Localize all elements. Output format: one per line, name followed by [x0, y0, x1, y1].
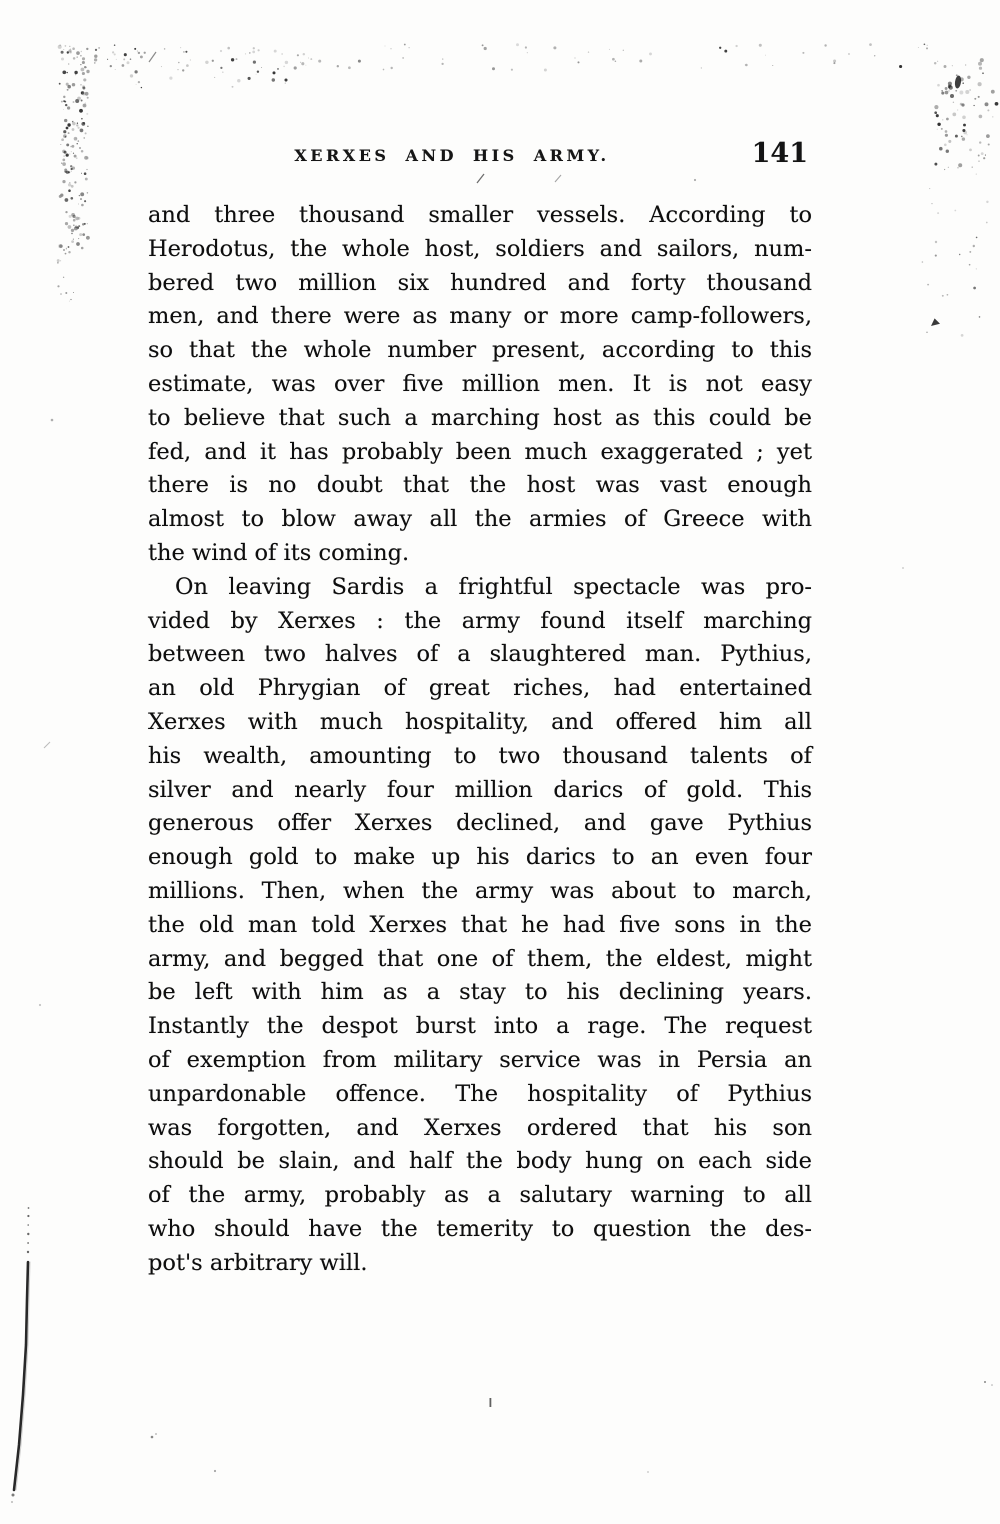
text-line: of exemption from military service was in Persia an — [148, 1046, 812, 1073]
text-line: generous offer Xerxes declined, and gave Pythius — [148, 810, 812, 837]
text-line: who should have the temerity to question the des- — [148, 1215, 812, 1242]
scan-mark — [931, 318, 940, 326]
page-number: 141 — [751, 138, 808, 169]
text-line: bered two million six hundred and forty thousand — [148, 269, 812, 296]
text-line: millions. Then, when the army was about to march, — [148, 877, 812, 904]
text-line: to believe that such a marching host as this could be — [148, 404, 812, 431]
text-line: his wealth, amounting to two thousand talents of — [148, 742, 812, 769]
text-line: an old Phrygian of great riches, had entertained — [148, 675, 812, 702]
text-line: On leaving Sardis a frightful spectacle was pro- — [175, 573, 812, 600]
text-line: army, and begged that one of them, the eldest, might — [148, 945, 812, 972]
text-line: the old man told Xerxes that he had five sons in the — [148, 911, 812, 938]
text-line: fed, and it has probably been much exaggerated ; yet — [148, 438, 812, 465]
scan-blob — [954, 75, 962, 89]
running-title: XERXES AND HIS ARMY. — [294, 146, 610, 165]
text-line: silver and nearly four million darics of gold. This — [148, 776, 812, 803]
text-line: was forgotten, and Xerxes ordered that his son — [148, 1114, 812, 1141]
text-line: unpardonable offence. The hospitality of Pythius — [148, 1080, 812, 1107]
text-line: Instantly the despot burst into a rage. The request — [148, 1013, 812, 1040]
text-line: and three thousand smaller vessels. According to — [148, 202, 812, 228]
text-line: men, and there were as many or more camp-followers, — [148, 303, 812, 330]
text-line: there is no doubt that the host was vast enough — [148, 472, 812, 499]
text-line: be left with him as a stay to his declining years. — [148, 979, 812, 1006]
text-line: vided by Xerxes : the army found itself marching — [148, 607, 812, 634]
text-block — [148, 199, 812, 1281]
scan-edge-line — [11, 1207, 30, 1503]
text-line: between two halves of a slaughtered man. Pythius, — [148, 641, 812, 668]
text-line: Xerxes with much hospitality, and offered him all — [148, 708, 812, 735]
text-line: of the army, probably as a salutary warning to all — [148, 1182, 812, 1209]
page-header — [148, 138, 812, 174]
text-line: enough gold to make up his darics to an even four — [148, 844, 812, 871]
text-line: pot's arbitrary will. — [148, 1249, 368, 1276]
text-line: so that the whole number present, according to this — [148, 337, 812, 364]
text-line: estimate, was over five million men. It is not easy — [148, 370, 812, 397]
text-line: the wind of its coming. — [148, 539, 410, 566]
text-line: Herodotus, the whole host, soldiers and sailors, num- — [148, 235, 812, 262]
text-line: should be slain, and half the body hung on each side — [148, 1148, 812, 1175]
text-line: almost to blow away all the armies of Greece with — [148, 506, 812, 533]
